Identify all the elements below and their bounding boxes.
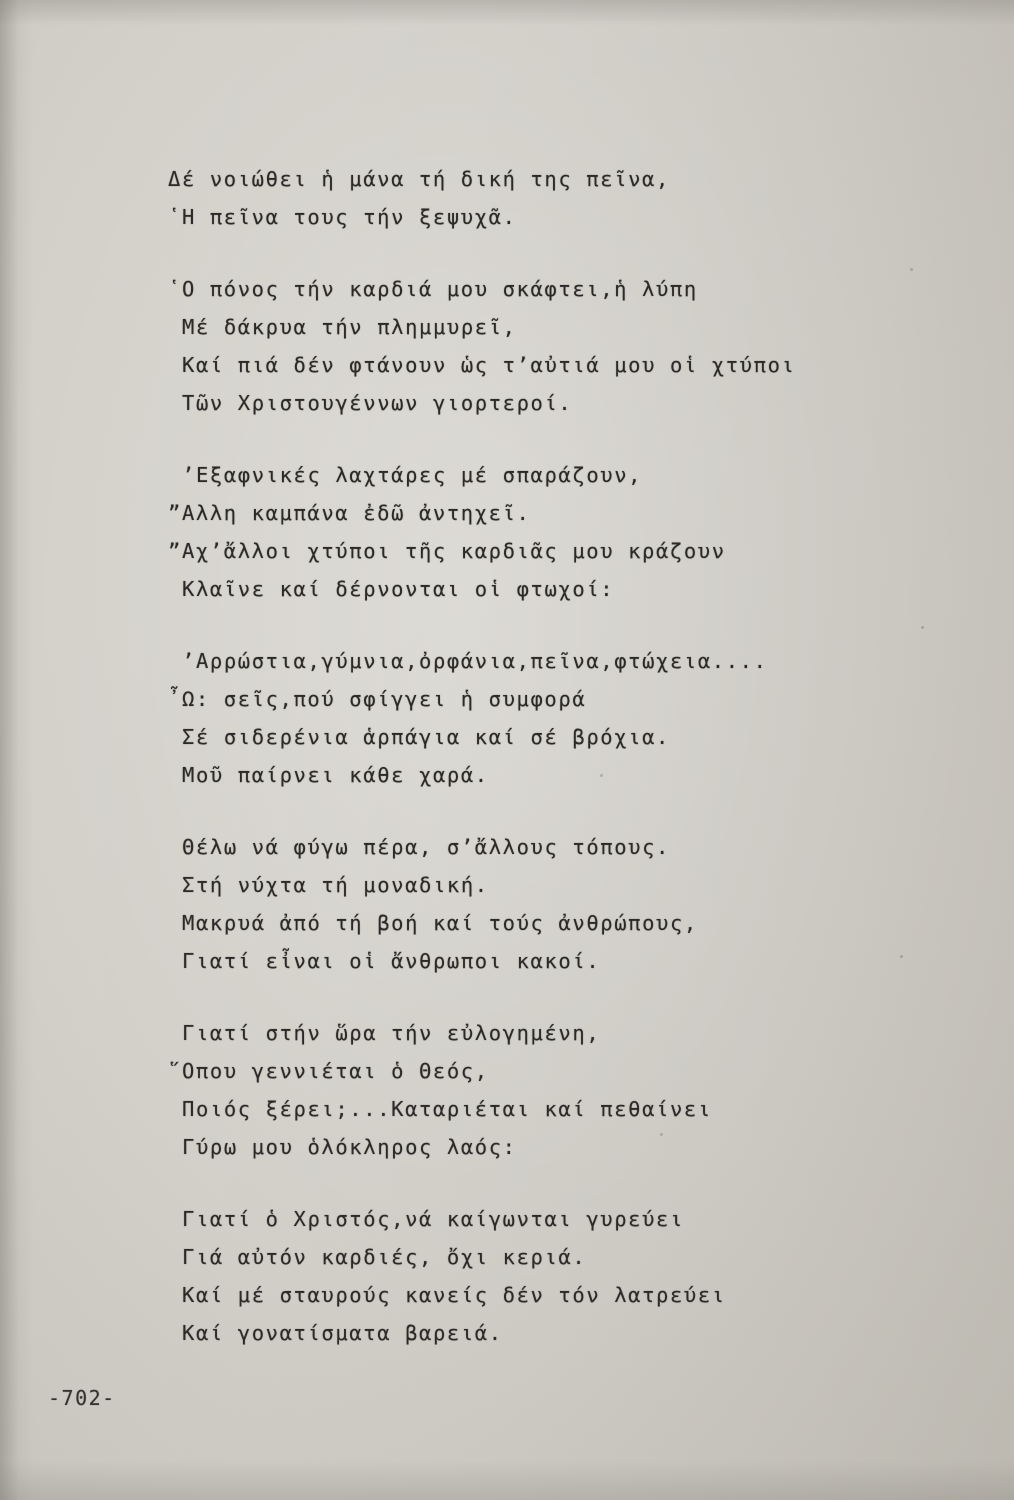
poem-line: Γιατί ὁ Χριστός,νά καίγωνται γυρεύει xyxy=(182,1207,684,1231)
page-number: -702- xyxy=(48,1386,116,1410)
page-top-shadow xyxy=(0,0,1014,26)
stanza xyxy=(168,642,968,794)
poem-line: Στή νύχτα τή μοναδική. xyxy=(182,873,489,897)
stanza xyxy=(168,1014,968,1166)
stanza xyxy=(168,456,968,608)
poem-line: ’Αρρώστια,γύμνια,ὀρφάνια,πεῖνα,φτώχεια.... xyxy=(182,649,768,673)
poem-line: Κλαῖνε καί δέρνονται οἱ φτωχοί: xyxy=(182,577,615,601)
poem-line: Τῶν Χριστουγέννων γιορτεροί. xyxy=(182,391,573,415)
poem-line: Μέ δάκρυα τήν πλημμυρεῖ, xyxy=(182,315,517,339)
stanza xyxy=(168,828,968,980)
page-left-shadow xyxy=(0,0,34,1500)
poem-line: Γιατί στήν ὥρα τήν εὐλογημένη, xyxy=(182,1021,601,1045)
stanza xyxy=(168,270,968,422)
stanza xyxy=(168,1200,968,1352)
poem-line: Μοῦ παίρνει κάθε χαρά. xyxy=(182,763,489,787)
poem-line: Γιά αὐτόν καρδιές, ὄχι κεριά. xyxy=(182,1245,587,1269)
poem-line: Ποιός ξέρει;...Καταριέται καί πεθαίνει xyxy=(182,1097,712,1121)
poem-line: Θέλω νά φύγω πέρα, σ’ἄλλους τόπους. xyxy=(182,835,670,859)
poem-line: ῞Οπου γεννιέται ὁ Θεός, xyxy=(168,1059,489,1083)
poem-body xyxy=(168,160,968,1352)
poem-line: Καί μέ σταυρούς κανείς δέν τόν λατρεύει xyxy=(182,1283,726,1307)
stanza xyxy=(168,160,968,236)
poem-line: Δέ νοιώθει ἡ μάνα τή δική της πεῖνα, xyxy=(168,167,670,191)
poem-line: ῾Η πεῖνα τους τήν ξεψυχᾶ. xyxy=(168,205,517,229)
poem-line: ῾Ο πόνος τήν καρδιά μου σκάφτει,ἡ λύπη xyxy=(168,277,698,301)
poem-line: ”Αχ’ἄλλοι χτύποι τῆς καρδιᾶς μου κράζουν xyxy=(168,539,726,563)
poem-line: ῏Ω: σεῖς,πού σφίγγει ἡ συμφορά xyxy=(168,687,587,711)
page-bottom-shadow xyxy=(0,1460,1014,1500)
poem-line: Σέ σιδερένια ἁρπάγια καί σέ βρόχια. xyxy=(182,725,670,749)
poem-line: ’Εξαφνικές λαχτάρες μέ σπαράζουν, xyxy=(182,463,643,487)
poem-line: Γιατί εἶναι οἱ ἄνθρωποι κακοί. xyxy=(182,949,601,973)
poem-line: Γύρω μου ὁλόκληρος λαός: xyxy=(182,1135,517,1159)
poem-line: Καί γονατίσματα βαρειά. xyxy=(182,1321,503,1345)
poem-line: Μακρυά ἀπό τή βοή καί τούς ἀνθρώπους, xyxy=(182,911,698,935)
poem-line: Καί πιά δέν φτάνουν ὡς τ’αὐτιά μου οἱ χτύποι xyxy=(182,353,796,377)
poem-line: ”Αλλη καμπάνα ἐδῶ ἀντηχεῖ. xyxy=(168,501,531,525)
